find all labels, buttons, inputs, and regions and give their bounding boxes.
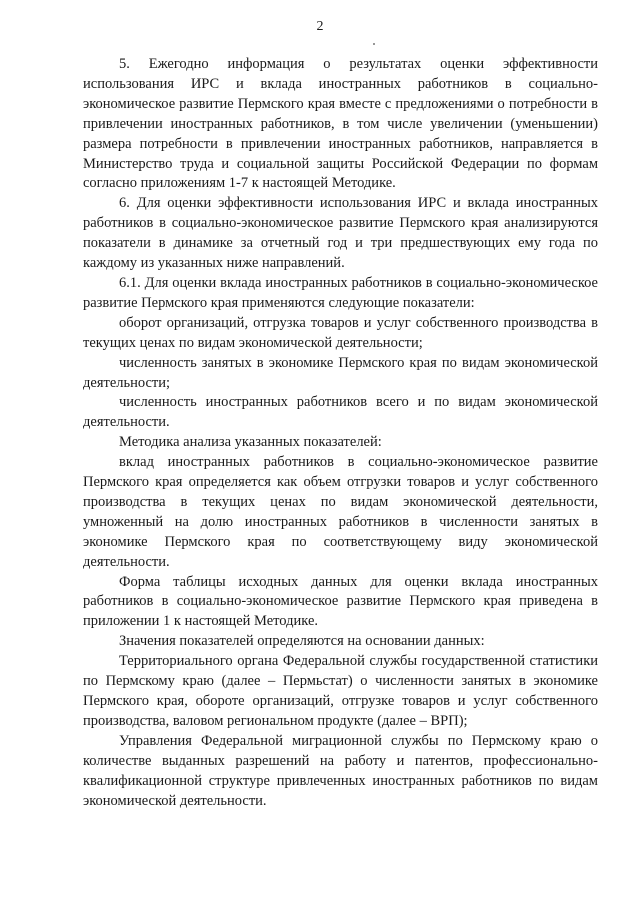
data-sources-heading: Значения показателей определяются на основании данных: — [119, 633, 485, 650]
page-number: 2 — [316, 19, 324, 34]
document-body — [83, 55, 598, 811]
indicator-turnover: оборот организаций, отгрузка товаров и услуг собственного производства в текущих ценах по видам экономической деятельности; — [83, 314, 598, 351]
paragraph-6-1-indicators: 6.1. Для оценки вклада иностранных работников в социально-экономическое развитие Пермского края применяются следующие показатели: — [83, 274, 598, 311]
data-source-migration-service: Управления Федеральной миграционной службы по Пермскому краю о количестве выданных разрешений на работу и патентов, профессионально-квалификационной структуре привлеченных иностранных работников по видам экономической деятельности. — [83, 732, 598, 809]
indicator-foreign-workers: численность иностранных работников всего и по видам экономической деятельности. — [83, 394, 598, 431]
method-heading: Методика анализа указанных показателей: — [119, 434, 382, 451]
paragraph-6-evaluation: 6. Для оценки эффективности использования ИРС и вклада иностранных работников в социально-экономическое развитие Пермского края анализируются показатели в динамике за отчетный год и три предшествующих ему года по каждому из указанных ниже направлений. — [83, 195, 598, 272]
scan-speck — [373, 43, 375, 45]
table-form-reference: Форма таблицы исходных данных для оценки вклада иностранных работников в социально-экономическое развитие Пермского края приведена в приложении 1 к настоящей Методике. — [83, 573, 598, 630]
paragraph-5-annual-report: 5. Ежегодно информация о результатах оценки эффективности использования ИРС и вклада иностранных работников в социально-экономическое развитие Пермского края вместе с предложениями о потребности в привлечении иностранных работников, в том числе увеличении (уменьшении) размера потребности в привлечении иностранных работников, направляется в Министерство труда и социальной защиты Российской Федерации по формам согласно приложениям 1-7 к настоящей Методике. — [83, 56, 598, 192]
indicator-employment: численность занятых в экономике Пермского края по видам экономической деятельности; — [83, 354, 598, 391]
method-contribution-definition: вклад иностранных работников в социально-экономическое развитие Пермского края определяется как объем отгрузки товаров и услуг собственного производства в текущих ценах по видам экономической деятельности, умноженный на долю иностранных работников в численности занятых в экономике Пермского края по соответствующему виду экономической деятельности. — [83, 454, 598, 570]
data-source-permstat: Территориального органа Федеральной службы государственной статистики по Пермскому краю (далее – Пермьстат) о численности занятых в экономике Пермского края, обороте организаций, отгрузке товаров и услуг собственного производства, валовом региональном продукте (далее – ВРП); — [83, 653, 598, 729]
